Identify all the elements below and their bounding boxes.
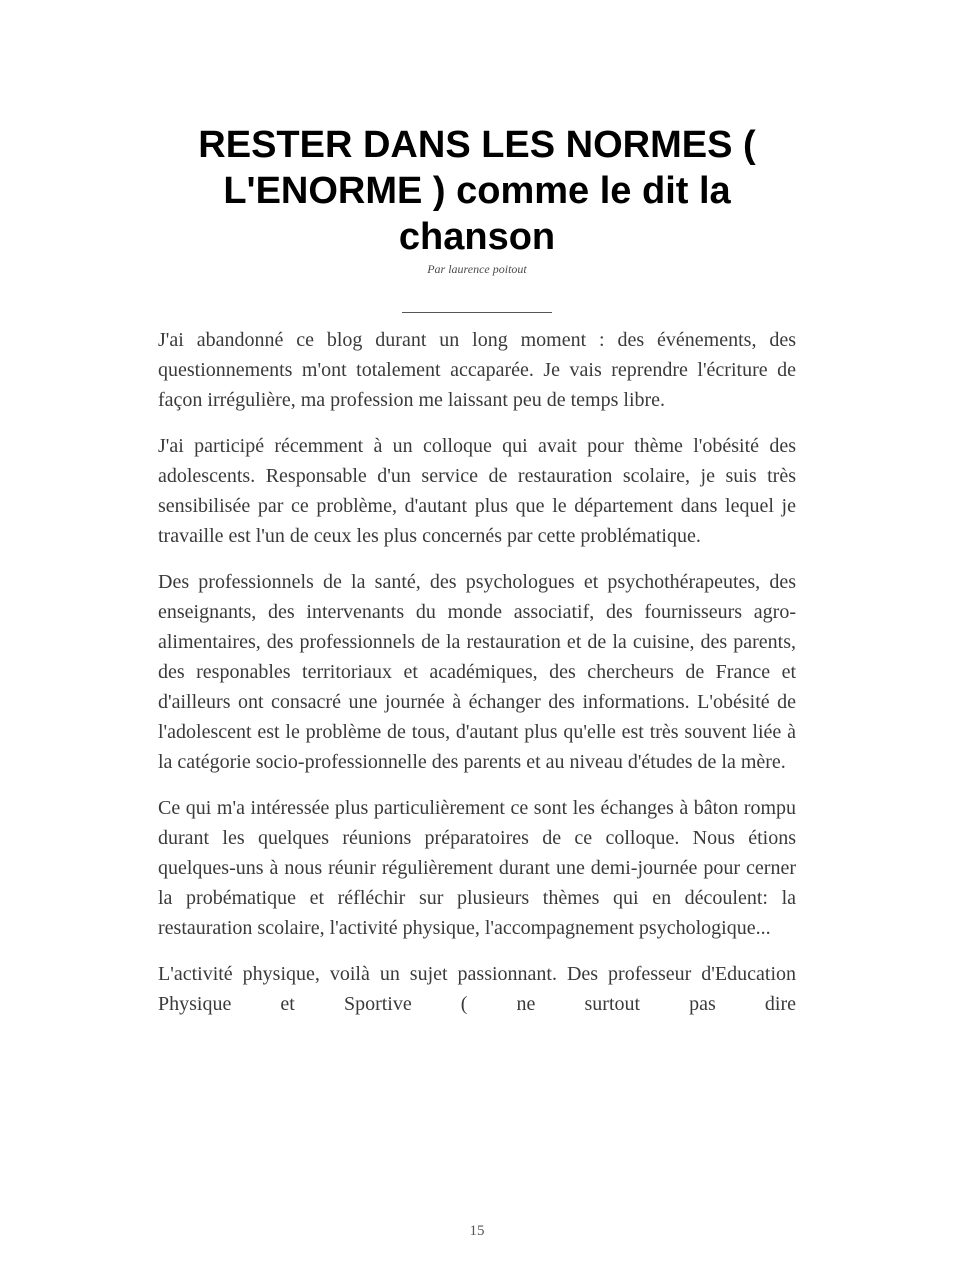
author-byline: Par laurence poitout: [427, 262, 527, 276]
title-separator: [402, 312, 552, 313]
paragraph-5: L'activité physique, voilà un sujet passionnant. Des professeur d'Education Physique et Sportive ( ne surtout pas dire: [158, 963, 796, 1015]
paragraph-2: J'ai participé récemment à un colloque qui avait pour thème l'obésité des adolescents. Responsable d'un service de restauration scolaire, je suis très sensibilisée par ce problème, d'autant plus que le département dans lequel je travaille est l'un de ceux les plus concernés par cette problématique.: [158, 435, 796, 547]
paragraph-3: Des professionnels de la santé, des psychologues et psychothérapeutes, des enseignants, des intervenants du monde associatif, des fournisseurs agro-alimentaires, des professionnels de la restauration et de la cuisine, des parents, des responables territoriaux et académiques, des chercheurs de France et d'ailleurs ont consacré une journée à échanger des informations. L'obésité de l'adolescent est le problème de tous, d'autant plus qu'elle est très souvent liée à la catégorie socio-professionnelle des parents et au niveau d'études de la mère.: [158, 571, 796, 773]
article-title: RESTER DANS LES NORMES ( L'ENORME ) comme le dit la chanson: [198, 124, 756, 258]
page-number: 15: [469, 1223, 485, 1239]
paragraph-1: J'ai abandonné ce blog durant un long moment : des événements, des questionnements m'ont totalement accaparée. Je vais reprendre l'écriture de façon irrégulière, ma profession me laissant peu de temps libre.: [158, 329, 796, 411]
article-body: [158, 325, 796, 1019]
paragraph-4: Ce qui m'a intéressée plus particulièrement ce sont les échanges à bâton rompu durant les quelques réunions préparatoires de ce colloque. Nous étions quelques-uns à nous réunir régulièrement durant une demi-journée pour cerner la probématique et réfléchir sur plusieurs thèmes qui en découlent: la restauration scolaire, l'activité physique, l'accompagnement psychologique...: [158, 797, 796, 939]
